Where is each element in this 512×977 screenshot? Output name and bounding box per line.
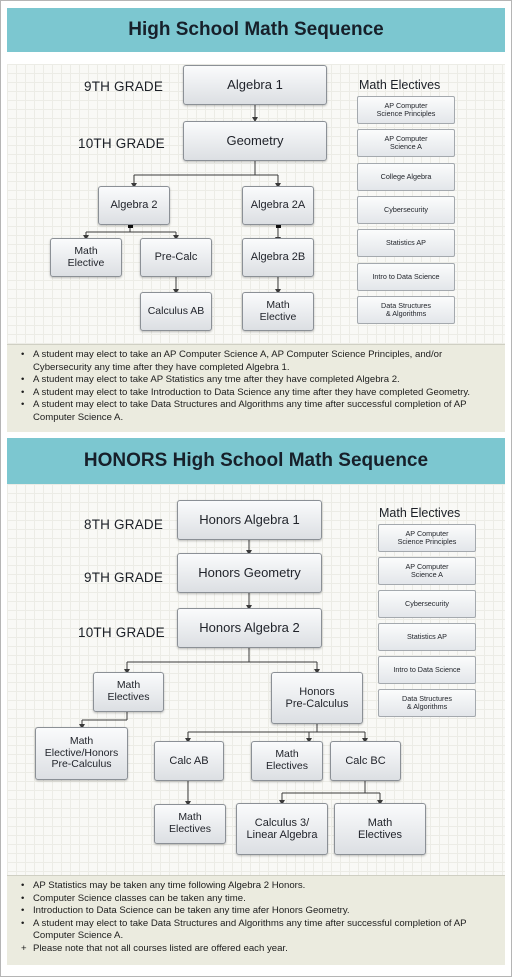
section2-notes xyxy=(7,875,505,965)
section2-header xyxy=(7,438,505,484)
section1-note: • A student may elect to take an AP Computer Science A, AP Computer Science Principles, and/or Cybersecurity any time after they have completed Algebra 1. xyxy=(7,349,505,374)
section2-electives-title: Math Electives xyxy=(379,506,461,520)
grade-label-10th-honors: 10TH GRADE xyxy=(78,625,165,640)
elective-honors-ap-cs-a: AP Computer Science A xyxy=(378,557,476,585)
elective-ap-cs-a: AP Computer Science A xyxy=(357,129,455,157)
section1-title: High School Math Sequence xyxy=(128,19,384,40)
course-calculus-ab: Calculus AB xyxy=(140,292,212,331)
course-calculus-3-linear-algebra: Calculus 3/ Linear Algebra xyxy=(236,803,328,855)
section1-note: • A student may elect to take Introduction to Data Science any time after they have completed Geometry. xyxy=(7,387,505,400)
elective-honors-cybersecurity: Cybersecurity xyxy=(378,590,476,618)
grade-label-9th: 9TH GRADE xyxy=(84,79,164,94)
section2-title: HONORS High School Math Sequence xyxy=(83,450,429,471)
course-algebra-1: Algebra 1 xyxy=(183,65,327,105)
grade-label-10th: 10TH GRADE xyxy=(78,136,165,151)
elective-college-algebra: College Algebra xyxy=(357,163,455,191)
course-algebra-2a: Algebra 2A xyxy=(242,186,314,225)
elective-data-structures: Data Structures & Algorithms xyxy=(357,296,455,324)
grade-label-8th: 8TH GRADE xyxy=(84,517,164,532)
course-math-elective-or-honors-precalc: Math Elective/Honors Pre-Calculus xyxy=(35,727,128,780)
course-algebra-2: Algebra 2 xyxy=(98,186,170,225)
elective-honors-ap-cs-principles: AP Computer Science Principles xyxy=(378,524,476,552)
section1-electives-title: Math Electives xyxy=(359,78,441,92)
course-math-electives-honors-b: Math Electives xyxy=(251,741,323,781)
elective-cybersecurity: Cybersecurity xyxy=(357,196,455,224)
section2-note: • A student may elect to take Data Structures and Algorithms any time after successful completion of AP Computer Science A. xyxy=(7,918,505,943)
section2-footnote: + Please note that not all courses listed are offered each year. xyxy=(7,943,505,956)
course-calc-bc: Calc BC xyxy=(330,741,401,781)
grade-label-9th-honors: 9TH GRADE xyxy=(84,570,164,585)
elective-honors-data-structures: Data Structures & Algorithms xyxy=(378,689,476,717)
course-pre-calc: Pre-Calc xyxy=(140,238,212,277)
course-honors-algebra-2: Honors Algebra 2 xyxy=(177,608,322,648)
section1-header xyxy=(7,8,505,52)
course-math-electives-honors-c: Math Electives xyxy=(154,804,226,844)
elective-honors-intro-data-science: Intro to Data Science xyxy=(378,656,476,684)
section2-note: • Introduction to Data Science can be taken any time afer Honors Geometry. xyxy=(7,905,505,918)
elective-statistics-ap: Statistics AP xyxy=(357,229,455,257)
course-geometry: Geometry xyxy=(183,121,327,161)
elective-intro-data-science: Intro to Data Science xyxy=(357,263,455,291)
section2-note: • Computer Science classes can be taken any time. xyxy=(7,893,505,906)
section2-note: • AP Statistics may be taken any time following Algebra 2 Honors. xyxy=(7,880,505,893)
course-math-electives-honors-a: Math Electives xyxy=(93,672,164,712)
course-honors-geometry: Honors Geometry xyxy=(177,553,322,593)
course-math-elective-left: Math Elective xyxy=(50,238,122,277)
course-honors-pre-calculus: Honors Pre-Calculus xyxy=(271,672,363,724)
course-algebra-2b: Algebra 2B xyxy=(242,238,314,277)
elective-honors-statistics-ap: Statistics AP xyxy=(378,623,476,651)
course-honors-algebra-1: Honors Algebra 1 xyxy=(177,500,322,540)
elective-ap-cs-principles: AP Computer Science Principles xyxy=(357,96,455,124)
section1-notes xyxy=(7,344,505,432)
course-math-electives-honors-d: Math Electives xyxy=(334,803,426,855)
course-calc-ab: Calc AB xyxy=(154,741,224,781)
section1-note: • A student may elect to take AP Statistics any tme after they have completed Algebra 2. xyxy=(7,374,505,387)
course-math-elective-right: Math Elective xyxy=(242,292,314,331)
section1-note: • A student may elect to take Data Structures and Algorithms any time after successful completion of AP Computer Science A. xyxy=(7,399,505,424)
